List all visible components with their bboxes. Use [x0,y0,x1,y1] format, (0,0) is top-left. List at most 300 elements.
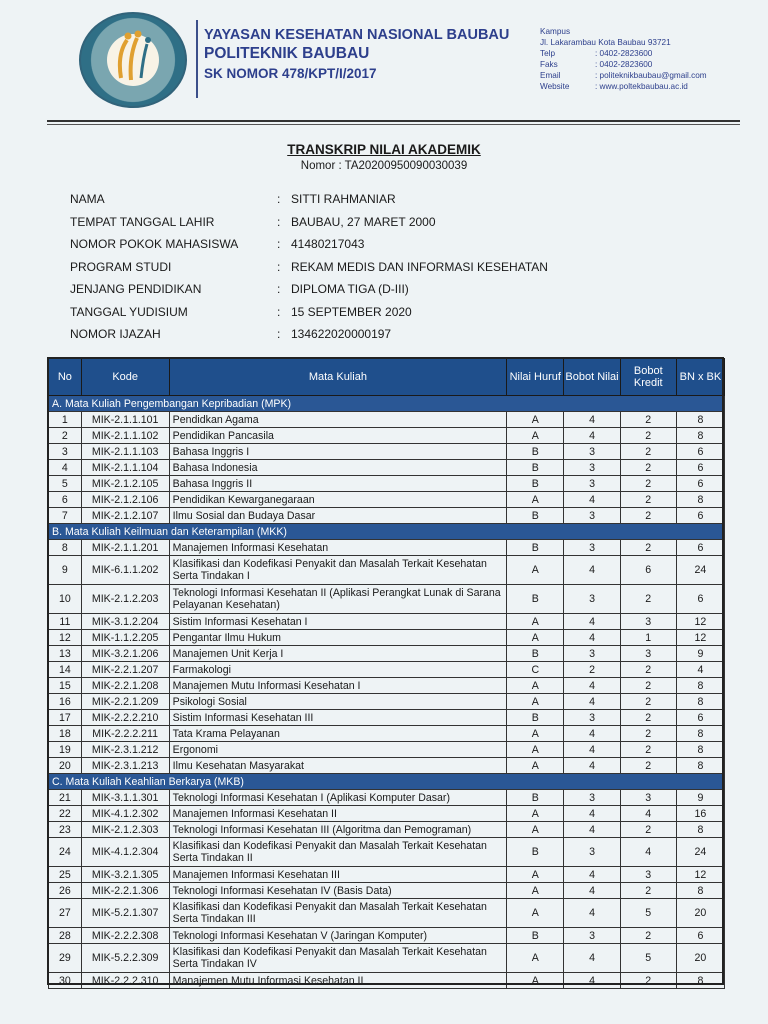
row-bobot-nilai: 4 [564,678,620,694]
row-no: 16 [49,694,82,710]
row-bobot-nilai: 4 [564,806,620,822]
table-row [49,944,725,973]
row-bobot-kredit: 2 [620,742,676,758]
row-nilai-huruf: B [507,838,564,867]
table-row [49,790,725,806]
row-kode: MIK-2.2.1.207 [81,662,169,678]
row-bobot-nilai: 3 [564,444,620,460]
row-bn-x-bk: 8 [676,678,724,694]
row-bobot-nilai: 3 [564,790,620,806]
row-mata-kuliah: Manajemen Informasi Kesehatan III [169,867,506,883]
section-title: A. Mata Kuliah Pengembangan Kepribadian (MPK) [49,396,725,412]
row-bobot-kredit: 2 [620,540,676,556]
row-bn-x-bk: 6 [676,476,724,492]
identity-label: NOMOR POKOK MAHASISWA [70,237,239,251]
row-bn-x-bk: 6 [676,444,724,460]
table-row [49,883,725,899]
row-bobot-nilai: 3 [564,585,620,614]
row-bobot-nilai: 4 [564,899,620,928]
row-mata-kuliah: Klasifikasi dan Kodefikasi Penyakit dan Masalah Terkait Kesehatan Serta Tindakan I [169,556,506,585]
row-bobot-kredit: 6 [620,556,676,585]
identity-label: JENJANG PENDIDIKAN [70,282,202,296]
row-mata-kuliah: Ergonomi [169,742,506,758]
row-bobot-nilai: 3 [564,508,620,524]
row-no: 17 [49,710,82,726]
row-no: 30 [49,973,82,989]
row-bobot-kredit: 4 [620,838,676,867]
row-nilai-huruf: B [507,585,564,614]
section-header [49,396,725,412]
row-mata-kuliah: Sistim Informasi Kesehatan I [169,614,506,630]
contact-row [540,70,707,81]
row-kode: MIK-1.1.2.205 [81,630,169,646]
row-mata-kuliah: Tata Krama Pelayanan [169,726,506,742]
row-bn-x-bk: 8 [676,492,724,508]
row-bobot-kredit: 2 [620,585,676,614]
contact-key: Telp [540,49,556,58]
institution-name: POLITEKNIK BAUBAU [204,45,370,62]
row-nilai-huruf: B [507,710,564,726]
row-bobot-nilai: 3 [564,646,620,662]
row-kode: MIK-2.1.2.107 [81,508,169,524]
row-bobot-kredit: 2 [620,508,676,524]
row-bn-x-bk: 6 [676,460,724,476]
foundation-name: YAYASAN KESEHATAN NASIONAL BAUBAU [204,27,510,43]
identity-value: REKAM MEDIS DAN INFORMASI KESEHATAN [291,259,548,274]
row-kode: MIK-2.1.2.303 [81,822,169,838]
row-mata-kuliah: Bahasa Inggris I [169,444,506,460]
row-no: 10 [49,585,82,614]
row-kode: MIK-4.1.2.304 [81,838,169,867]
row-bn-x-bk: 8 [676,883,724,899]
row-bobot-nilai: 3 [564,476,620,492]
row-nilai-huruf: B [507,460,564,476]
decree-number: SK NOMOR 478/KPT/I/2017 [204,66,377,81]
row-nilai-huruf: A [507,428,564,444]
row-kode: MIK-2.2.1.306 [81,883,169,899]
row-kode: MIK-2.1.1.102 [81,428,169,444]
contact-row [540,48,707,59]
row-bn-x-bk: 6 [676,710,724,726]
col-header-bobot-kredit: Bobot Kredit [620,359,676,396]
row-mata-kuliah: Manajemen Mutu Informasi Kesehatan I [169,678,506,694]
row-nilai-huruf: B [507,928,564,944]
row-kode: MIK-2.3.1.212 [81,742,169,758]
col-header-no: No [49,359,82,396]
row-no: 13 [49,646,82,662]
identity-value: DIPLOMA TIGA (D-III) [291,282,409,296]
identity-value: 15 SEPTEMBER 2020 [291,304,412,319]
row-mata-kuliah: Bahasa Inggris II [169,476,506,492]
row-bn-x-bk: 24 [676,556,724,585]
row-no: 23 [49,822,82,838]
table-row [49,973,725,989]
row-no: 8 [49,540,82,556]
row-bobot-nilai: 4 [564,883,620,899]
row-nilai-huruf: B [507,508,564,524]
row-nilai-huruf: A [507,944,564,973]
identity-colon: : [277,237,281,251]
identity-value: SITTI RAHMANIAR [291,192,396,206]
row-no: 11 [49,614,82,630]
row-bobot-kredit: 2 [620,460,676,476]
row-bobot-kredit: 4 [620,806,676,822]
row-bobot-kredit: 2 [620,678,676,694]
table-row [49,806,725,822]
row-nilai-huruf: A [507,694,564,710]
row-bn-x-bk: 16 [676,806,724,822]
col-header-bobot-nilai: Bobot Nilai [564,359,620,396]
table-row [49,822,725,838]
row-mata-kuliah: Farmakologi [169,662,506,678]
table-row [49,476,725,492]
row-no: 3 [49,444,82,460]
row-bn-x-bk: 8 [676,726,724,742]
row-bobot-kredit: 2 [620,758,676,774]
identity-colon: : [277,282,281,296]
row-bobot-kredit: 2 [620,822,676,838]
row-no: 2 [49,428,82,444]
row-kode: MIK-2.1.2.203 [81,585,169,614]
row-bobot-nilai: 2 [564,662,620,678]
table-body [49,396,725,989]
row-nilai-huruf: A [507,973,564,989]
table-row [49,508,725,524]
row-mata-kuliah: Klasifikasi dan Kodefikasi Penyakit dan Masalah Terkait Kesehatan Serta Tindakan III [169,899,506,928]
row-kode: MIK-3.1.1.301 [81,790,169,806]
row-mata-kuliah: Pendidikan Kewarganegaraan [169,492,506,508]
row-bn-x-bk: 12 [676,614,724,630]
row-kode: MIK-2.2.2.308 [81,928,169,944]
identity-colon: : [277,259,281,274]
table-row [49,428,725,444]
table-row [49,646,725,662]
row-no: 7 [49,508,82,524]
document-title: TRANSKRIP NILAI AKADEMIK [287,142,481,157]
row-bn-x-bk: 9 [676,790,724,806]
table-row [49,678,725,694]
row-bobot-nilai: 4 [564,630,620,646]
row-kode: MIK-2.2.1.208 [81,678,169,694]
row-bn-x-bk: 4 [676,662,724,678]
row-mata-kuliah: Ilmu Kesehatan Masyarakat [169,758,506,774]
row-bobot-kredit: 3 [620,614,676,630]
row-bobot-nilai: 3 [564,838,620,867]
row-mata-kuliah: Ilmu Sosial dan Budaya Dasar [169,508,506,524]
col-header-bn-x-bk: BN x BK [676,359,724,396]
row-bobot-nilai: 3 [564,460,620,476]
row-bn-x-bk: 6 [676,540,724,556]
row-kode: MIK-2.1.2.106 [81,492,169,508]
identity-label: NOMOR IJAZAH [70,327,161,341]
col-header-nilai-huruf: Nilai Huruf [507,359,564,396]
row-mata-kuliah: Manajemen Unit Kerja I [169,646,506,662]
row-bobot-nilai: 4 [564,726,620,742]
institution-logo [79,12,187,108]
row-mata-kuliah: Manajemen Informasi Kesehatan II [169,806,506,822]
row-nilai-huruf: A [507,726,564,742]
row-bobot-kredit: 2 [620,476,676,492]
table-row [49,838,725,867]
row-kode: MIK-2.1.1.101 [81,412,169,428]
row-kode: MIK-4.1.2.302 [81,806,169,822]
table-header-row [49,359,725,396]
row-mata-kuliah: Pendidkan Agama [169,412,506,428]
row-nilai-huruf: A [507,822,564,838]
identity-colon: : [277,327,281,341]
row-bn-x-bk: 9 [676,646,724,662]
row-kode: MIK-2.1.1.103 [81,444,169,460]
row-bn-x-bk: 6 [676,928,724,944]
row-kode: MIK-2.1.1.201 [81,540,169,556]
row-kode: MIK-2.3.1.213 [81,758,169,774]
row-bobot-nilai: 3 [564,710,620,726]
row-bobot-nilai: 3 [564,928,620,944]
row-bobot-nilai: 4 [564,867,620,883]
section-title: B. Mata Kuliah Keilmuan dan Keterampilan (MKK) [49,524,725,540]
row-no: 21 [49,790,82,806]
table-row [49,585,725,614]
row-kode: MIK-3.1.2.204 [81,614,169,630]
row-mata-kuliah: Pendidikan Pancasila [169,428,506,444]
row-bn-x-bk: 8 [676,428,724,444]
row-bobot-kredit: 2 [620,883,676,899]
row-kode: MIK-5.2.2.309 [81,944,169,973]
row-nilai-huruf: A [507,614,564,630]
identity-label: NAMA [70,192,105,206]
row-bobot-kredit: 2 [620,726,676,742]
table-row [49,899,725,928]
row-mata-kuliah: Teknologi Informasi Kesehatan V (Jaringan Komputer) [169,928,506,944]
row-bn-x-bk: 8 [676,694,724,710]
row-no: 12 [49,630,82,646]
section-title: C. Mata Kuliah Keahlian Berkarya (MKB) [49,774,725,790]
contact-value: : politeknikbaubau@gmail.com [595,71,707,80]
row-nilai-huruf: B [507,790,564,806]
row-nilai-huruf: C [507,662,564,678]
row-bobot-nilai: 4 [564,694,620,710]
row-no: 20 [49,758,82,774]
row-bobot-kredit: 3 [620,646,676,662]
row-bobot-nilai: 4 [564,822,620,838]
row-mata-kuliah: Sistim Informasi Kesehatan III [169,710,506,726]
table-row [49,540,725,556]
row-bobot-kredit: 2 [620,973,676,989]
row-nilai-huruf: B [507,444,564,460]
row-no: 25 [49,867,82,883]
section-header [49,524,725,540]
row-kode: MIK-3.2.1.206 [81,646,169,662]
row-bobot-nilai: 4 [564,428,620,444]
row-bn-x-bk: 8 [676,822,724,838]
identity-label: TEMPAT TANGGAL LAHIR [70,214,215,229]
row-bn-x-bk: 8 [676,412,724,428]
row-nilai-huruf: A [507,556,564,585]
row-no: 1 [49,412,82,428]
table-row [49,412,725,428]
row-mata-kuliah: Pengantar Ilmu Hukum [169,630,506,646]
row-bobot-kredit: 2 [620,710,676,726]
row-mata-kuliah: Teknologi Informasi Kesehatan II (Aplikasi Perangkat Lunak di Sarana Pelayanan Kesehatan) [169,585,506,614]
table-row [49,694,725,710]
table-row [49,867,725,883]
row-nilai-huruf: A [507,492,564,508]
contact-key: Kampus [540,27,571,36]
row-bobot-nilai: 4 [564,758,620,774]
row-no: 27 [49,899,82,928]
row-no: 22 [49,806,82,822]
row-mata-kuliah: Klasifikasi dan Kodefikasi Penyakit dan Masalah Terkait Kesehatan Serta Tindakan II [169,838,506,867]
contact-value: : 0402-2823600 [595,49,653,58]
row-nilai-huruf: A [507,883,564,899]
row-bn-x-bk: 12 [676,867,724,883]
row-bn-x-bk: 20 [676,944,724,973]
row-bobot-nilai: 4 [564,556,620,585]
row-bobot-nilai: 4 [564,412,620,428]
row-no: 29 [49,944,82,973]
row-kode: MIK-2.2.1.209 [81,694,169,710]
row-bn-x-bk: 8 [676,758,724,774]
table-row [49,556,725,585]
section-header [49,774,725,790]
identity-colon: : [277,192,281,206]
grades-table [48,358,725,989]
row-nilai-huruf: B [507,540,564,556]
row-bn-x-bk: 20 [676,899,724,928]
header-divider [196,20,198,98]
row-bobot-nilai: 4 [564,492,620,508]
row-kode: MIK-2.2.2.211 [81,726,169,742]
row-nilai-huruf: A [507,806,564,822]
contact-row [540,81,707,92]
contact-row [540,37,707,48]
identity-colon: : [277,304,281,319]
identity-label: TANGGAL YUDISIUM [70,304,188,319]
row-nilai-huruf: B [507,476,564,492]
row-no: 6 [49,492,82,508]
row-bobot-kredit: 2 [620,662,676,678]
row-mata-kuliah: Klasifikasi dan Kodefikasi Penyakit dan Masalah Terkait Kesehatan Serta Tindakan IV [169,944,506,973]
row-bn-x-bk: 24 [676,838,724,867]
contact-row [540,26,707,37]
identity-value: 41480217043 [291,237,365,251]
row-kode: MIK-6.1.1.202 [81,556,169,585]
row-bobot-kredit: 5 [620,944,676,973]
row-no: 19 [49,742,82,758]
table-row [49,710,725,726]
row-bobot-kredit: 2 [620,928,676,944]
contact-value: : www.poltekbaubau.ac.id [595,82,688,91]
row-bobot-nilai: 4 [564,973,620,989]
table-row [49,928,725,944]
row-bobot-nilai: 3 [564,540,620,556]
row-nilai-huruf: A [507,867,564,883]
table-row [49,726,725,742]
row-no: 14 [49,662,82,678]
row-bn-x-bk: 8 [676,973,724,989]
table-row [49,492,725,508]
row-kode: MIK-2.1.1.104 [81,460,169,476]
header-rule [47,120,740,122]
row-kode: MIK-3.2.1.305 [81,867,169,883]
row-mata-kuliah: Manajemen Informasi Kesehatan [169,540,506,556]
row-bn-x-bk: 6 [676,508,724,524]
table-row [49,630,725,646]
table-row [49,758,725,774]
table-row [49,460,725,476]
row-no: 15 [49,678,82,694]
row-bobot-kredit: 2 [620,444,676,460]
row-no: 4 [49,460,82,476]
table-row [49,614,725,630]
identity-label: PROGRAM STUDI [70,259,172,274]
row-nilai-huruf: A [507,758,564,774]
row-no: 9 [49,556,82,585]
contact-key: Jl. Lakarambau Kota Baubau 93721 [540,38,671,47]
row-mata-kuliah: Teknologi Informasi Kesehatan IV (Basis Data) [169,883,506,899]
row-bn-x-bk: 6 [676,585,724,614]
table-row [49,742,725,758]
row-bobot-kredit: 3 [620,790,676,806]
row-bobot-kredit: 3 [620,867,676,883]
row-kode: MIK-2.1.2.105 [81,476,169,492]
row-nilai-huruf: A [507,678,564,694]
contact-value: : 0402-2823600 [595,60,653,69]
row-no: 26 [49,883,82,899]
contact-key: Faks [540,60,558,69]
contact-block [540,26,707,92]
row-bobot-kredit: 5 [620,899,676,928]
row-nilai-huruf: A [507,412,564,428]
row-bobot-kredit: 1 [620,630,676,646]
row-bn-x-bk: 8 [676,742,724,758]
identity-colon: : [277,214,281,229]
row-nilai-huruf: A [507,742,564,758]
header-rule-thin [47,124,740,125]
row-nilai-huruf: A [507,630,564,646]
table-row [49,444,725,460]
row-bobot-kredit: 2 [620,428,676,444]
row-bobot-kredit: 2 [620,694,676,710]
row-no: 5 [49,476,82,492]
row-bobot-nilai: 4 [564,742,620,758]
row-mata-kuliah: Bahasa Indonesia [169,460,506,476]
table-row [49,662,725,678]
row-mata-kuliah: Teknologi Informasi Kesehatan I (Aplikasi Komputer Dasar) [169,790,506,806]
row-bobot-nilai: 4 [564,614,620,630]
row-kode: MIK-2.2.2.210 [81,710,169,726]
row-bobot-kredit: 2 [620,492,676,508]
row-mata-kuliah: Psikologi Sosial [169,694,506,710]
row-nilai-huruf: A [507,899,564,928]
row-mata-kuliah: Manajemen Mutu Informasi Kesehatan II [169,973,506,989]
row-bobot-nilai: 4 [564,944,620,973]
contact-key: Email [540,71,561,80]
contact-row [540,59,707,70]
row-mata-kuliah: Teknologi Informasi Kesehatan III (Algoritma dan Pemograman) [169,822,506,838]
row-no: 28 [49,928,82,944]
row-kode: MIK-2.2.2.310 [81,973,169,989]
col-header-kode: Kode [81,359,169,396]
row-bobot-kredit: 2 [620,412,676,428]
col-header-mata-kuliah: Mata Kuliah [169,359,506,396]
row-kode: MIK-5.2.1.307 [81,899,169,928]
document-number: Nomor : TA20200950090030039 [300,160,468,172]
contact-key: Website [540,82,570,91]
row-no: 24 [49,838,82,867]
identity-value: 134622020000197 [291,327,392,341]
row-nilai-huruf: B [507,646,564,662]
